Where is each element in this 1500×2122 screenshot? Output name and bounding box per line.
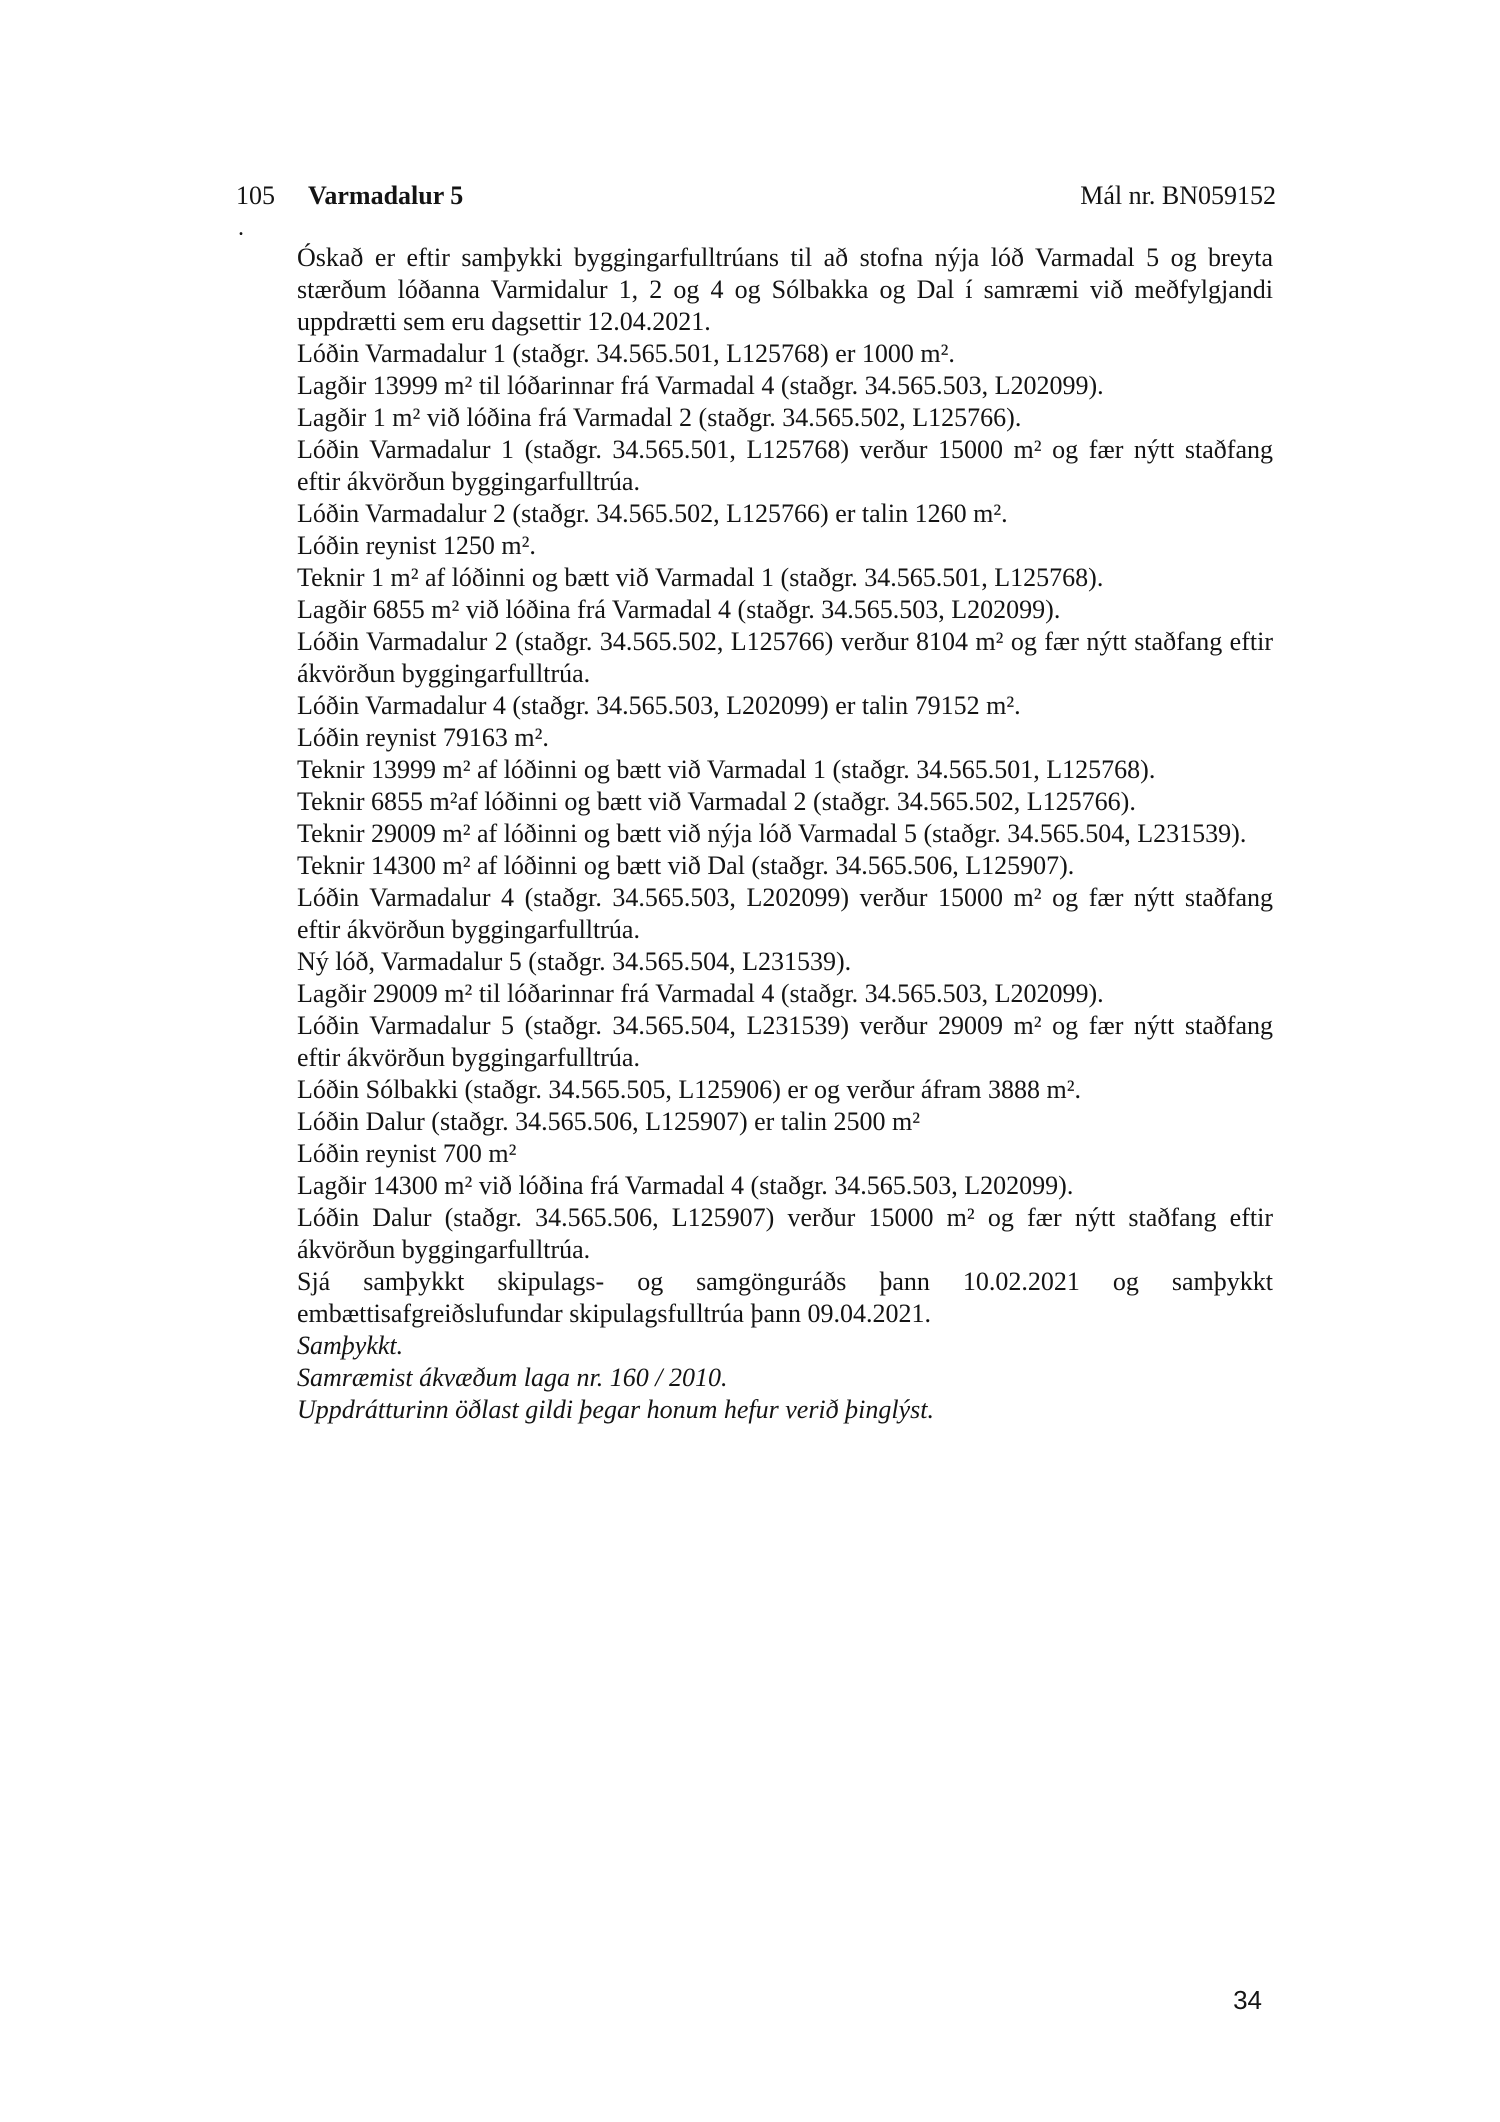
item-body	[297, 242, 1273, 1426]
body-paragraph: Lóðin Varmadalur 4 (staðgr. 34.565.503, L202099) verður 15000 m² og fær nýtt staðfang eftir ákvörðun byggingarfulltrúa.	[297, 883, 1273, 944]
body-paragraph: Lóðin Sólbakki (staðgr. 34.565.505, L125906) er og verður áfram 3888 m².	[297, 1075, 1082, 1104]
body-paragraph: Lóðin reynist 79163 m².	[297, 723, 549, 752]
body-paragraph: Óskað er eftir samþykki byggingarfulltrúans til að stofna nýja lóð Varmadal 5 og breyta stærðum lóðanna Varmidalur 1, 2 og 4 og Sólbakka og Dal í samræmi við meðfylgjandi uppdrætti sem eru dagsettir 12.04.2021.	[297, 243, 1273, 336]
body-paragraph: Lóðin reynist 1250 m².	[297, 531, 536, 560]
body-paragraph: Lóðin Varmadalur 1 (staðgr. 34.565.501, L125768) er 1000 m².	[297, 339, 955, 368]
body-paragraph: Lagðir 29009 m² til lóðarinnar frá Varmadal 4 (staðgr. 34.565.503, L202099).	[297, 979, 1104, 1008]
page-number: 34	[1233, 1985, 1262, 2015]
body-paragraph: Lagðir 1 m² við lóðina frá Varmadal 2 (staðgr. 34.565.502, L125766).	[297, 403, 1022, 432]
body-paragraph: Teknir 14300 m² af lóðinni og bætt við Dal (staðgr. 34.565.506, L125907).	[297, 851, 1075, 880]
body-paragraph: Lóðin Varmadalur 1 (staðgr. 34.565.501, L125768) verður 15000 m² og fær nýtt staðfang eftir ákvörðun byggingarfulltrúa.	[297, 435, 1273, 496]
body-paragraph: Lóðin Varmadalur 2 (staðgr. 34.565.502, L125766) er talin 1260 m².	[297, 499, 1008, 528]
body-paragraph: Sjá samþykkt skipulags- og samgönguráðs þann 10.02.2021 og samþykkt embættisafgreiðslufundar skipulagsfulltrúa þann 09.04.2021.	[297, 1267, 1273, 1328]
body-paragraph: Lóðin Varmadalur 2 (staðgr. 34.565.502, L125766) verður 8104 m² og fær nýtt staðfang eftir ákvörðun byggingarfulltrúa.	[297, 627, 1273, 688]
body-paragraph: Teknir 29009 m² af lóðinni og bætt við nýja lóð Varmadal 5 (staðgr. 34.565.504, L231539).	[297, 819, 1247, 848]
decision-text: Samþykkt.	[297, 1331, 404, 1360]
body-paragraph: Lóðin Varmadalur 5 (staðgr. 34.565.504, L231539) verður 29009 m² og fær nýtt staðfang eftir ákvörðun byggingarfulltrúa.	[297, 1011, 1273, 1072]
item-title: Varmadalur 5	[308, 181, 464, 210]
body-paragraph: Lóðin Dalur (staðgr. 34.565.506, L125907) er talin 2500 m²	[297, 1107, 921, 1136]
case-number: Mál nr. BN059152	[1080, 181, 1276, 210]
body-paragraph: Lóðin Varmadalur 4 (staðgr. 34.565.503, L202099) er talin 79152 m².	[297, 691, 1021, 720]
body-paragraph: Teknir 13999 m² af lóðinni og bætt við Varmadal 1 (staðgr. 34.565.501, L125768).	[297, 755, 1156, 784]
body-paragraph: Lagðir 14300 m² við lóðina frá Varmadal 4 (staðgr. 34.565.503, L202099).	[297, 1171, 1074, 1200]
item-number: 105	[236, 181, 275, 210]
body-paragraph: Teknir 6855 m²af lóðinni og bætt við Varmadal 2 (staðgr. 34.565.502, L125766).	[297, 787, 1136, 816]
item-header	[236, 178, 1276, 218]
validity-note: Uppdrátturinn öðlast gildi þegar honum hefur verið þinglýst.	[297, 1395, 934, 1424]
body-paragraph: Teknir 1 m² af lóðinni og bætt við Varmadal 1 (staðgr. 34.565.501, L125768).	[297, 563, 1104, 592]
law-reference: Samræmist ákvæðum laga nr. 160 / 2010.	[297, 1363, 728, 1392]
marker-dot: .	[238, 215, 244, 241]
body-paragraph: Lóðin reynist 700 m²	[297, 1139, 517, 1168]
body-paragraph: Lagðir 13999 m² til lóðarinnar frá Varmadal 4 (staðgr. 34.565.503, L202099).	[297, 371, 1104, 400]
body-paragraph: Ný lóð, Varmadalur 5 (staðgr. 34.565.504, L231539).	[297, 947, 852, 976]
body-paragraph: Lagðir 6855 m² við lóðina frá Varmadal 4 (staðgr. 34.565.503, L202099).	[297, 595, 1061, 624]
body-paragraph: Lóðin Dalur (staðgr. 34.565.506, L125907) verður 15000 m² og fær nýtt staðfang eftir ákvörðun byggingarfulltrúa.	[297, 1203, 1273, 1264]
